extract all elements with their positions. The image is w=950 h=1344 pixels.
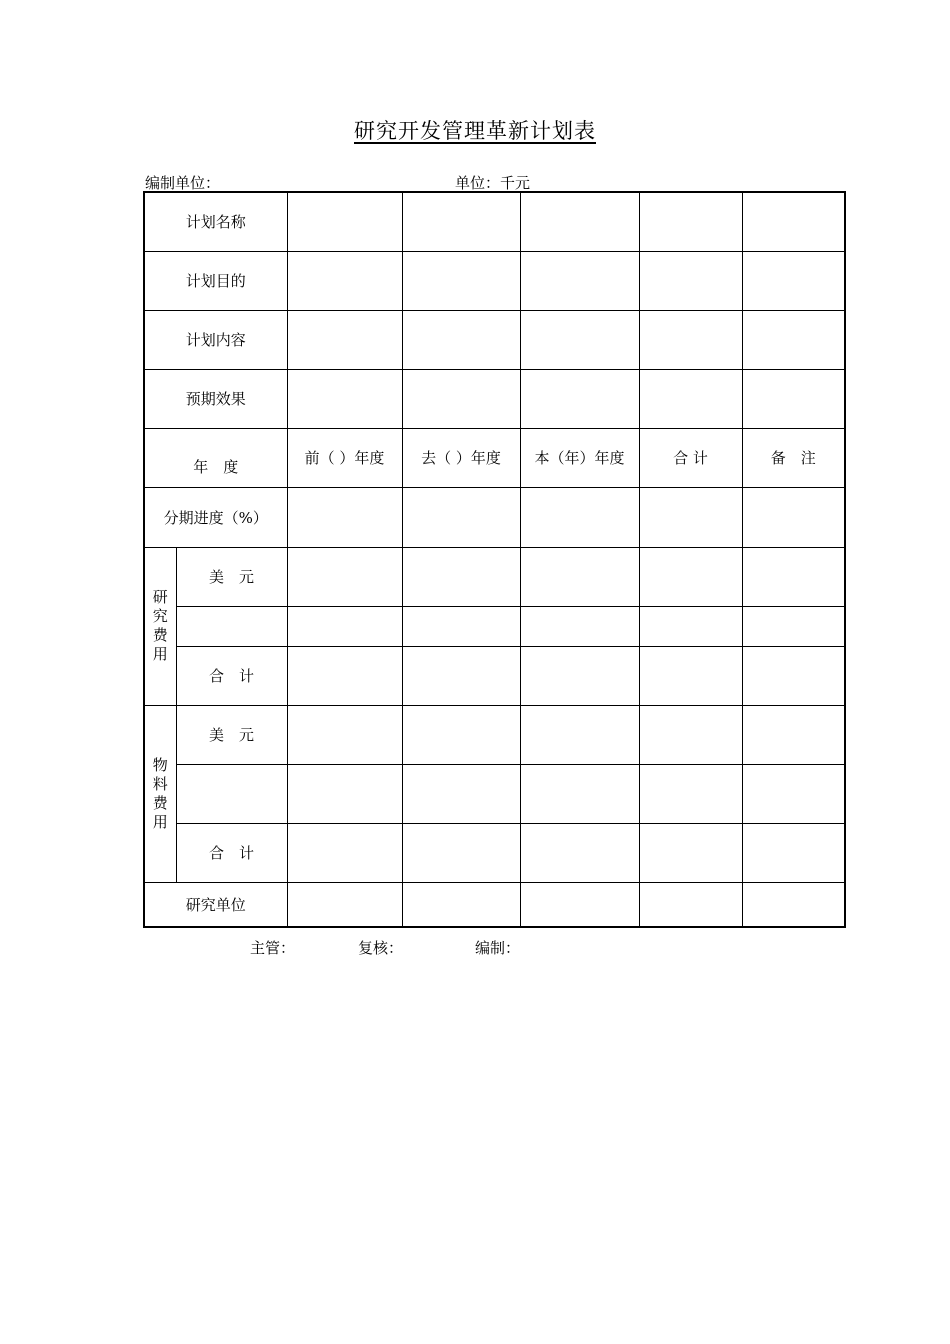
currency-unit-label: 单位：千元 bbox=[455, 174, 531, 192]
cell[interactable] bbox=[639, 705, 742, 764]
row-plan-name bbox=[144, 192, 845, 251]
preparing-unit-label: 编制单位： bbox=[145, 174, 221, 192]
cell[interactable] bbox=[402, 487, 520, 547]
cell[interactable] bbox=[402, 705, 520, 764]
cell[interactable] bbox=[639, 823, 742, 882]
cell[interactable] bbox=[742, 646, 845, 705]
reviewer-label: 复核： bbox=[358, 939, 404, 957]
cell[interactable] bbox=[520, 547, 639, 606]
cell[interactable] bbox=[742, 192, 845, 251]
cell[interactable] bbox=[520, 369, 639, 428]
cell[interactable] bbox=[287, 310, 402, 369]
cell[interactable] bbox=[520, 646, 639, 705]
col-header-last-year: 去（ ）年度 bbox=[402, 428, 520, 487]
material-usd-label: 美 元 bbox=[176, 705, 287, 764]
cell[interactable] bbox=[520, 705, 639, 764]
cell[interactable] bbox=[639, 192, 742, 251]
cell[interactable] bbox=[402, 192, 520, 251]
cell[interactable] bbox=[520, 251, 639, 310]
plan-purpose-label: 计划目的 bbox=[144, 251, 287, 310]
row-material-usd bbox=[144, 705, 845, 764]
row-research-usd bbox=[144, 547, 845, 606]
cell[interactable] bbox=[287, 646, 402, 705]
cell[interactable] bbox=[520, 882, 639, 927]
cell[interactable] bbox=[742, 310, 845, 369]
page-title: 研究开发管理革新计划表 bbox=[354, 119, 596, 143]
material-total-label: 合 计 bbox=[176, 823, 287, 882]
cell[interactable] bbox=[520, 310, 639, 369]
cell[interactable] bbox=[402, 369, 520, 428]
cell[interactable] bbox=[742, 823, 845, 882]
cell[interactable] bbox=[639, 646, 742, 705]
research-unit-label: 研究单位 bbox=[144, 882, 287, 927]
cell[interactable] bbox=[287, 547, 402, 606]
cell[interactable] bbox=[639, 882, 742, 927]
research-cost-label: 研 究 费 用 bbox=[144, 547, 176, 705]
cell[interactable] bbox=[402, 310, 520, 369]
cell[interactable] bbox=[402, 764, 520, 823]
plan-content-label: 计划内容 bbox=[144, 310, 287, 369]
cell[interactable] bbox=[402, 547, 520, 606]
col-header-this-year: 本（年）年度 bbox=[520, 428, 639, 487]
cell[interactable] bbox=[639, 310, 742, 369]
cell[interactable] bbox=[639, 547, 742, 606]
cell[interactable] bbox=[287, 487, 402, 547]
col-header-prev-year: 前（ ）年度 bbox=[287, 428, 402, 487]
preparer-label: 编制： bbox=[475, 939, 521, 957]
row-research-total bbox=[144, 646, 845, 705]
col-header-total: 合 计 bbox=[639, 428, 742, 487]
cell[interactable] bbox=[520, 487, 639, 547]
row-research-unit bbox=[144, 882, 845, 927]
row-material-total bbox=[144, 823, 845, 882]
supervisor-label: 主管： bbox=[250, 939, 296, 957]
plan-table bbox=[143, 191, 846, 928]
cell[interactable] bbox=[520, 606, 639, 646]
col-header-remarks: 备 注 bbox=[742, 428, 845, 487]
cell[interactable] bbox=[639, 764, 742, 823]
row-year-header bbox=[144, 428, 845, 487]
cell[interactable] bbox=[402, 882, 520, 927]
cell[interactable] bbox=[402, 606, 520, 646]
cell[interactable] bbox=[639, 251, 742, 310]
cell[interactable] bbox=[639, 487, 742, 547]
cell[interactable] bbox=[742, 606, 845, 646]
cell[interactable] bbox=[742, 369, 845, 428]
cell[interactable] bbox=[742, 705, 845, 764]
cell[interactable] bbox=[287, 192, 402, 251]
year-label: 年 度 bbox=[144, 428, 287, 487]
cell[interactable] bbox=[742, 882, 845, 927]
cell[interactable] bbox=[287, 705, 402, 764]
cell[interactable] bbox=[287, 606, 402, 646]
row-progress bbox=[144, 487, 845, 547]
cell[interactable] bbox=[639, 369, 742, 428]
plan-name-label: 计划名称 bbox=[144, 192, 287, 251]
cell[interactable] bbox=[402, 646, 520, 705]
row-material-blank bbox=[144, 764, 845, 823]
cell[interactable] bbox=[176, 764, 287, 823]
cell[interactable] bbox=[287, 882, 402, 927]
expected-effect-label: 预期效果 bbox=[144, 369, 287, 428]
row-plan-content bbox=[144, 310, 845, 369]
cell[interactable] bbox=[287, 823, 402, 882]
cell[interactable] bbox=[742, 487, 845, 547]
row-plan-purpose bbox=[144, 251, 845, 310]
cell[interactable] bbox=[520, 192, 639, 251]
cell[interactable] bbox=[742, 547, 845, 606]
progress-label: 分期进度（%） bbox=[144, 487, 287, 547]
cell[interactable] bbox=[742, 251, 845, 310]
cell[interactable] bbox=[520, 764, 639, 823]
research-usd-label: 美 元 bbox=[176, 547, 287, 606]
row-expected-effect bbox=[144, 369, 845, 428]
cell[interactable] bbox=[287, 251, 402, 310]
cell[interactable] bbox=[287, 369, 402, 428]
cell[interactable] bbox=[639, 606, 742, 646]
material-cost-label: 物 料 费 用 bbox=[144, 705, 176, 882]
row-research-blank bbox=[144, 606, 845, 646]
cell[interactable] bbox=[742, 764, 845, 823]
cell[interactable] bbox=[402, 251, 520, 310]
cell[interactable] bbox=[176, 606, 287, 646]
cell[interactable] bbox=[520, 823, 639, 882]
cell[interactable] bbox=[287, 764, 402, 823]
cell[interactable] bbox=[402, 823, 520, 882]
research-total-label: 合 计 bbox=[176, 646, 287, 705]
